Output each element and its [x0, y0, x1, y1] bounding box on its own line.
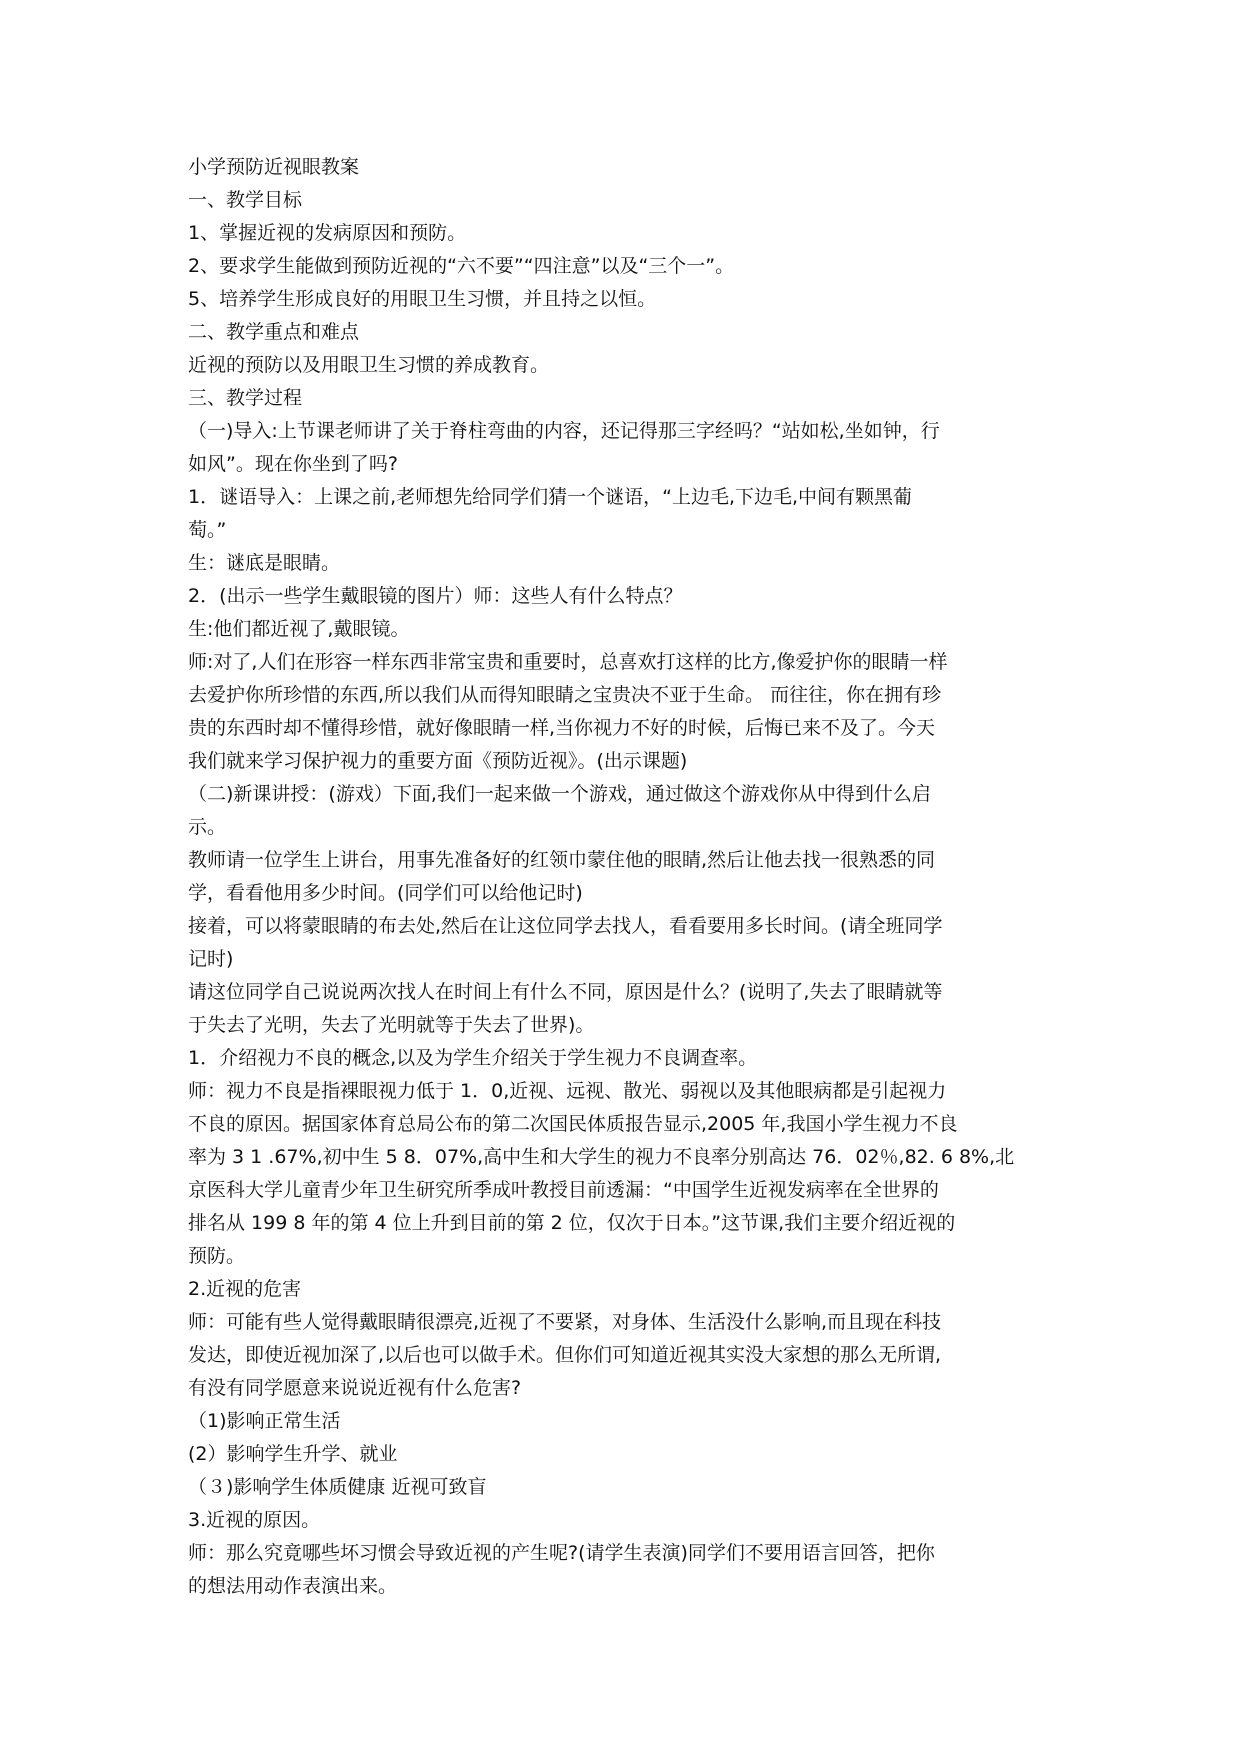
text-line: 请这位同学自己说说两次找人在时间上有什么不同，原因是什么？(说明了,失去了眼睛就等	[188, 981, 943, 1003]
text-line: 2、要求学生能做到预防近视的“六不要”“四注意”以及“三个一”。	[188, 255, 735, 277]
text-line: 记时)	[188, 948, 234, 970]
text-line: 有没有同学愿意来说说近视有什么危害?	[188, 1377, 522, 1399]
text-line: 1．谜语导入：上课之前,老师想先给同学们猜一个谜语，“上边毛,下边毛,中间有颗黑葡	[188, 486, 913, 508]
document-title: 小学预防近视眼教案	[188, 156, 360, 178]
text-line: 近视的预防以及用眼卫生习惯的养成教育。	[188, 354, 550, 376]
text-line: 发达，即使近视加深了,以后也可以做手术。但你们可知道近视其实没大家想的那么无所谓,	[188, 1344, 942, 1366]
text-line: 学，看看他用多少时间。(同学们可以给他记时)	[188, 882, 583, 904]
text-line: 贵的东西时却不懂得珍惜，就好像眼睛一样,当你视力不好的时候，后悔已来不及了。今天	[188, 717, 936, 739]
text-line: 去爱护你所珍惜的东西,所以我们从而得知眼睛之宝贵决不亚于生命。 而往往，你在拥有珍	[188, 684, 942, 706]
text-line: 示。	[188, 816, 227, 838]
text-line: 京医科大学儿童青少年卫生研究所季成叶教授目前透漏：“中国学生近视发病率在全世界的	[188, 1179, 939, 1201]
text-line: 教师请一位学生上讲台，用事先准备好的红领巾蒙住他的眼睛,然后让他去找一很熟悉的同	[188, 849, 936, 871]
text-line: 接着，可以将蒙眼睛的布去处,然后在让这位同学去找人，看看要用多长时间。(请全班同学	[188, 915, 943, 937]
lesson-plan-text	[188, 151, 1060, 1603]
text-line: 率为 3 1 .67%,初中生 5 8．07%,高中生和大学生的视力不良率分别高达 76．02％,82. 6 8%,北	[188, 1146, 1015, 1168]
text-line: 如风”。现在你坐到了吗?	[188, 453, 398, 475]
text-line: 5、培养学生形成良好的用眼卫生习惯，并且持之以恒。	[188, 288, 657, 310]
text-line: 萄。”	[188, 519, 227, 541]
text-line: 三、教学过程	[188, 387, 303, 409]
text-line: 不良的原因。据国家体育总局公布的第二次国民体质报告显示,2005 年,我国小学生视力不良	[188, 1113, 958, 1135]
text-line: 排名从 199 8 年的第 4 位上升到目前的第 2 位，仅次于日本。”这节课,我们主要介绍近视的	[188, 1212, 956, 1234]
text-line: 二、教学重点和难点	[188, 321, 360, 343]
text-line: 师：可能有些人觉得戴眼睛很漂亮,近视了不要紧，对身体、生活没什么影响,而且现在科技	[188, 1311, 942, 1333]
text-line: （一)导入:上节课老师讲了关于脊柱弯曲的内容，还记得那三字经吗？“站如松,坐如钟，行	[188, 420, 940, 442]
text-line: 3.近视的原因。	[188, 1509, 321, 1531]
text-line: 一、教学目标	[188, 189, 303, 211]
text-line: （1)影响正常生活	[188, 1410, 341, 1432]
text-line: 师:对了,人们在形容一样东西非常宝贵和重要时，总喜欢打这样的比方,像爱护你的眼睛一样	[188, 651, 948, 673]
text-line: 我们就来学习保护视力的重要方面《预防近视》。(出示课题)	[188, 750, 688, 772]
text-line: 生：谜底是眼睛。	[188, 552, 341, 574]
text-line: 师：视力不良是指裸眼视力低于 1．0,近视、远视、散光、弱视以及其他眼病都是引起视力	[188, 1080, 947, 1102]
text-line: 1．介绍视力不良的概念,以及为学生介绍关于学生视力不良调查率。	[188, 1047, 758, 1069]
text-line: （二)新课讲授：(游戏）下面,我们一起来做一个游戏，通过做这个游戏你从中得到什么启	[188, 783, 931, 805]
text-line: 2.近视的危害	[188, 1278, 302, 1300]
text-line: 师：那么究竟哪些坏习惯会导致近视的产生呢?(请学生表演)同学们不要用语言回答，把你	[188, 1542, 935, 1564]
text-line: 预防。	[188, 1245, 246, 1267]
text-line: 的想法用动作表演出来。	[188, 1575, 398, 1597]
text-line: 生:他们都近视了,戴眼镜。	[188, 618, 410, 640]
text-line: 2．(出示一些学生戴眼镜的图片）师：这些人有什么特点？	[188, 585, 683, 607]
text-line: 于失去了光明，失去了光明就等于失去了世界)。	[188, 1014, 595, 1036]
text-line: (2）影响学生升学、就业	[188, 1443, 398, 1465]
text-line: 1、掌握近视的发病原因和预防。	[188, 222, 467, 244]
text-line: （３)影响学生体质健康 近视可致盲	[188, 1476, 487, 1498]
